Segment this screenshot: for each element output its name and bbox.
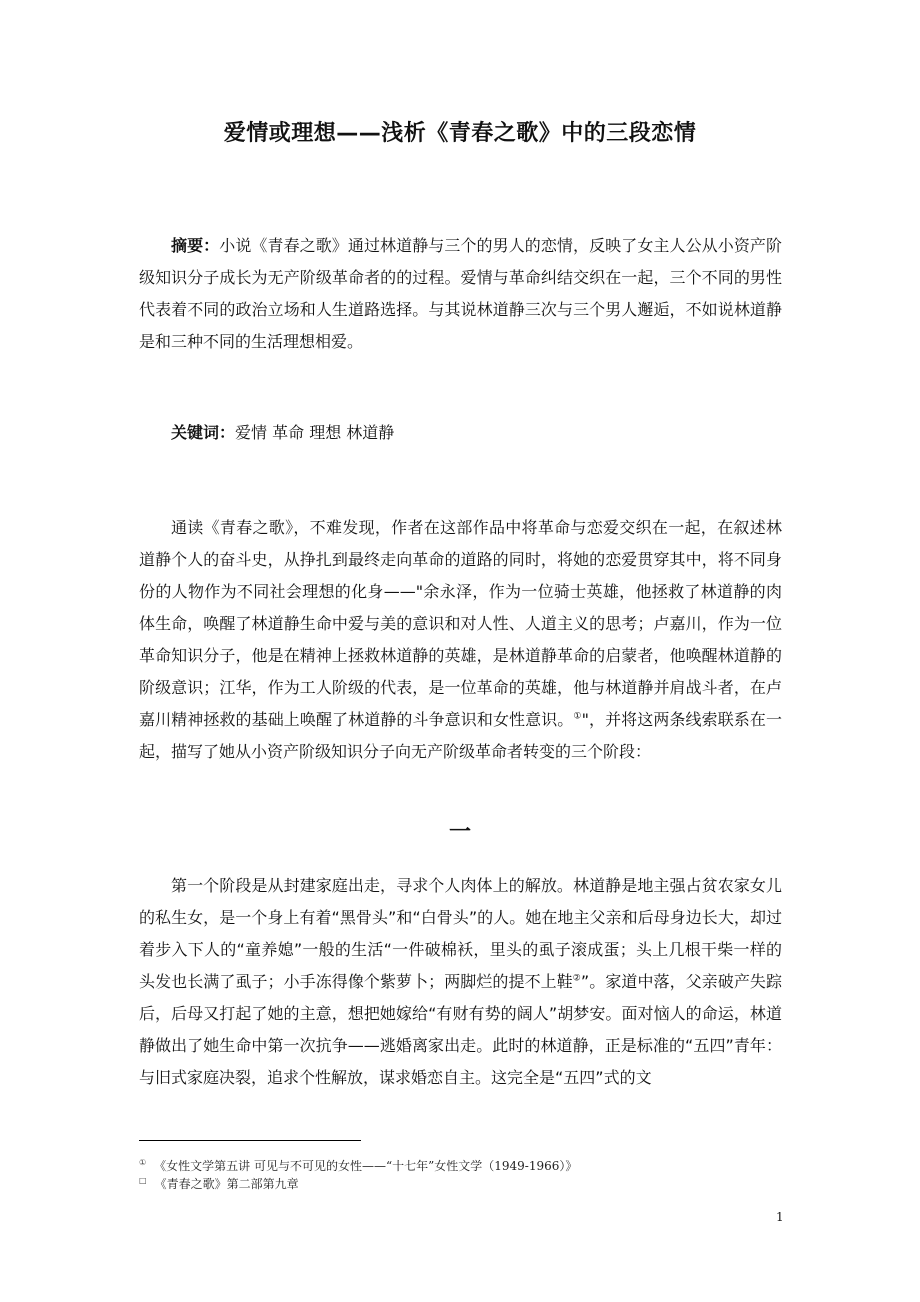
- document-title: 爱情或理想——浅析《青春之歌》中的三段恋情: [223, 121, 697, 146]
- footnote-2: [139, 1173, 299, 1192]
- stage1-text: 第一个阶段是从封建家庭出走，寻求个人肉体上的解放。林道静是地主强占贫农家女儿的私生女，是一个身上有着“黑骨头”和“白骨头”的人。她在地主父亲和后母身边长大，却过着步入下人的“童养媳”一般的生活“一件破棉袄，里头的虱子滚成蛋；头上几根干柴一样的头发也长满了虱子；小手冻得像个紫萝卜；两脚烂的提不上鞋: [139, 876, 782, 991]
- intro-text: 通读《青春之歌》，不难发现，作者在这部作品中将革命与恋爱交织在一起，在叙述林道静个人的奋斗史，从挣扎到最终走向革命的道路的同时，将她的恋爱贯穿其中，将不同身份的人物作为不同社会理想的化身——"余永泽，作为一位骑士英雄，他拯救了林道静的肉体生命，唤醒了林道静生命中爱与美的意识和对人性、人道主义的思考；卢嘉川，作为一位革命知识分子，他是在精神上拯救林道静的英雄，是林道静革命的启蒙者，他唤醒林道静的阶级意识；江华，作为工人阶级的代表，是一位革命的英雄，他与林道静并肩战斗者，在卢嘉川精神拯救的基础上唤醒了林道静的斗争意识和女性意识。: [139, 518, 782, 729]
- footnote-2-mark: □: [139, 1176, 147, 1185]
- footnote-separator: [139, 1140, 361, 1141]
- page-number: 1: [776, 1210, 784, 1224]
- intro-paragraph: [139, 512, 782, 768]
- stage1-paragraph: [139, 870, 782, 1094]
- section-heading: 一: [448, 820, 471, 845]
- footnote-1: [139, 1155, 577, 1174]
- abstract-paragraph: [139, 230, 782, 358]
- stage1-text-continued: ”。家道中落，父亲破产失踪后，后母又打起了她的主意，想把她嫁给“有财有势的阔人”胡梦安。面对恼人的命运，林道静做出了她生命中第一次抗争——逃婚离家出走。此时的林道静，正是标准的“五四”青年：与旧式家庭决裂，追求个性解放，谋求婚恋自主。这完全是“五四”式的文: [139, 972, 782, 1087]
- abstract-text: 小说《青春之歌》通过林道静与三个的男人的恋情，反映了女主人公从小资产阶级知识分子成长为无产阶级革命者的的过程。爱情与革命纠结交织在一起，三个不同的男性代表着不同的政治立场和人生道路选择。与其说林道静三次与三个男人邂逅，不如说林道静是和三种不同的生活理想相爱。: [139, 236, 782, 351]
- abstract-label: 摘要：: [171, 236, 220, 255]
- keywords-label: 关键词：: [171, 423, 236, 442]
- intro-text-continued: "，并将这两条线索联系在一起，描写了她从小资产阶级知识分子向无产阶级革命者转变的三个阶段：: [139, 710, 782, 761]
- footnote-ref-2[interactable]: ②: [572, 973, 581, 984]
- keywords-text: 爱情 革命 理想 林道静: [235, 423, 395, 442]
- footnote-ref-1[interactable]: ①: [573, 711, 582, 722]
- footnote-1-mark: ①: [139, 1158, 147, 1167]
- keywords-paragraph: [139, 417, 782, 449]
- footnote-2-text: 《青春之歌》第二部第九章: [154, 1177, 299, 1191]
- footnote-1-text: 《女性文学第五讲 可见与不可见的女性——“十七年”女性文学（1949-1966）》: [154, 1159, 578, 1173]
